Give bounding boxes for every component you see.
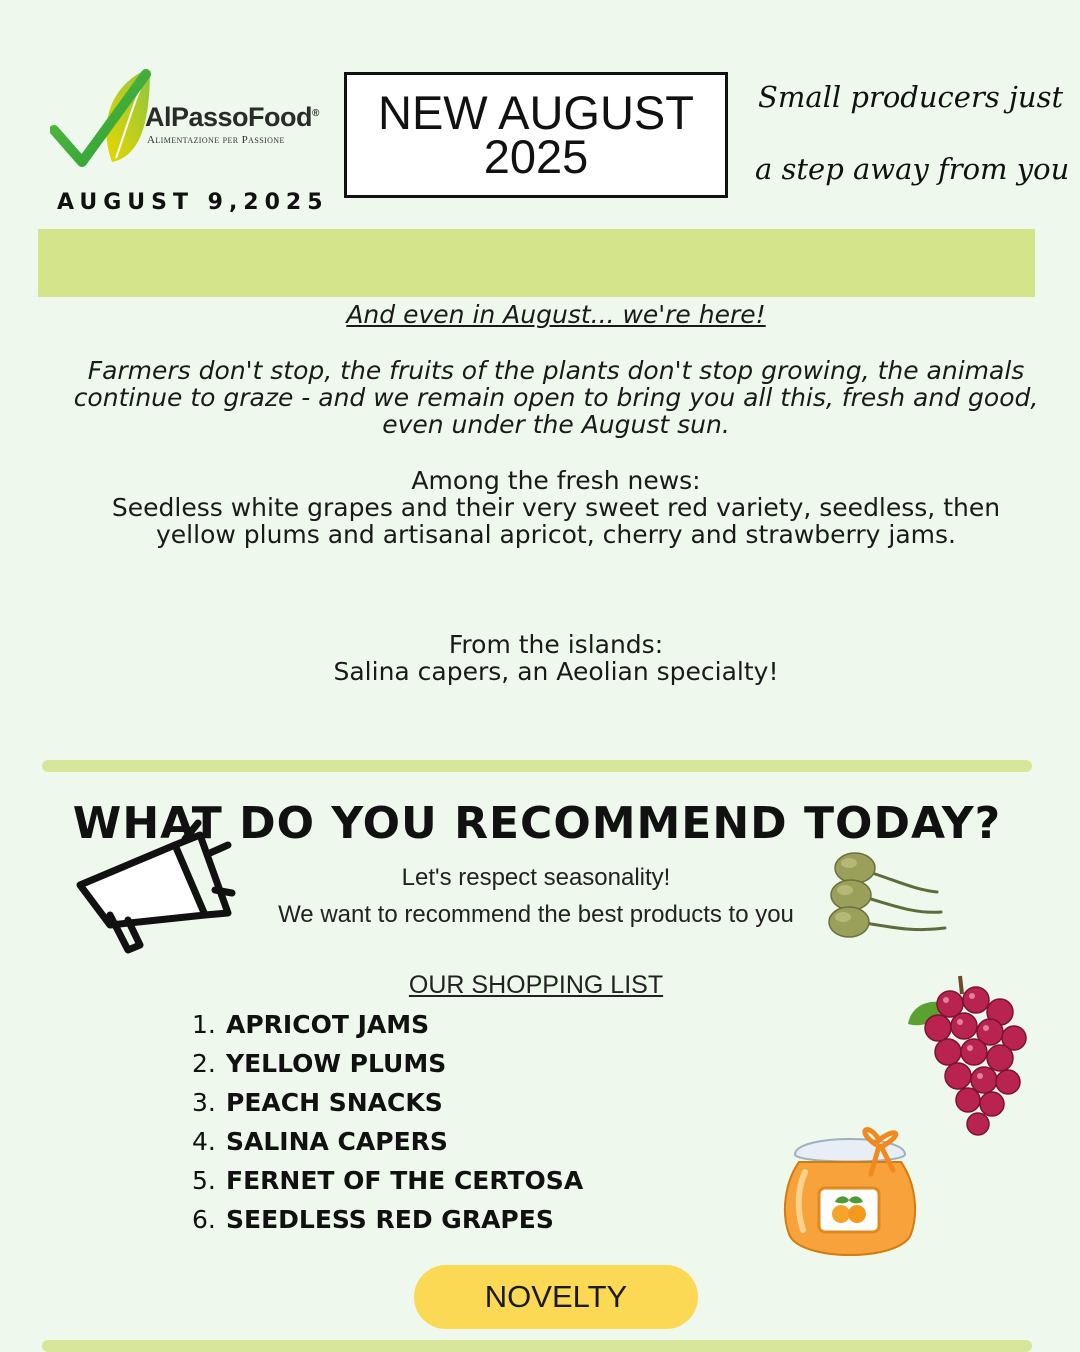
jam-jar-icon [775, 1112, 925, 1270]
novelty-button[interactable]: NOVELTY [414, 1265, 698, 1329]
list-item: 6. SEEDLESS RED GRAPES [192, 1205, 554, 1234]
recommend-title: WHAT DO YOU RECOMMEND TODAY? [72, 798, 1002, 849]
list-item: 4. SALINA CAPERS [192, 1127, 448, 1156]
recommend-subtitle-1: Let's respect seasonality! [401, 864, 671, 891]
header-band [38, 229, 1035, 297]
slogan-line-2: a step away from you [755, 152, 1070, 186]
list-item: 5. FERNET OF THE CERTOSA [192, 1166, 584, 1195]
logo-tagline: Alimentazione per Passione [147, 134, 285, 146]
islands-block: From the islands: Salina capers, an Aeolian specialty! [333, 630, 779, 686]
shopping-list-heading: OUR SHOPPING LIST [408, 971, 664, 999]
news-block: Among the fresh news: Seedless white grapes and their very sweet red variety, seedless, then yellow plums and artisanal apricot, cherry and strawberry jams. [111, 466, 1001, 549]
list-item: 1. APRICOT JAMS [192, 1010, 430, 1039]
list-item: 3. PEACH SNACKS [192, 1088, 443, 1117]
intro-heading: And even in August... we're here! [346, 300, 766, 329]
intro-paragraph: Farmers don't stop, the fruits of the plants don't stop growing, the animals continue to graze - and we remain open to bring you all this, fresh and good, even under the August sun. [73, 356, 1039, 439]
issue-date: AUGUST 9,2025 [57, 190, 329, 215]
recommend-subtitle-2: We want to recommend the best products to you [278, 901, 794, 928]
section-divider [42, 760, 1032, 772]
logo-name: AlPassoFood® [145, 102, 319, 132]
capers-icon [815, 850, 955, 945]
list-item: 2. YELLOW PLUMS [192, 1049, 447, 1078]
page-title: NEW AUGUST 2025 [344, 72, 728, 198]
slogan-line-1: Small producers just [758, 80, 1064, 114]
shopping-list [192, 1008, 583, 1242]
bottom-divider [42, 1340, 1032, 1352]
